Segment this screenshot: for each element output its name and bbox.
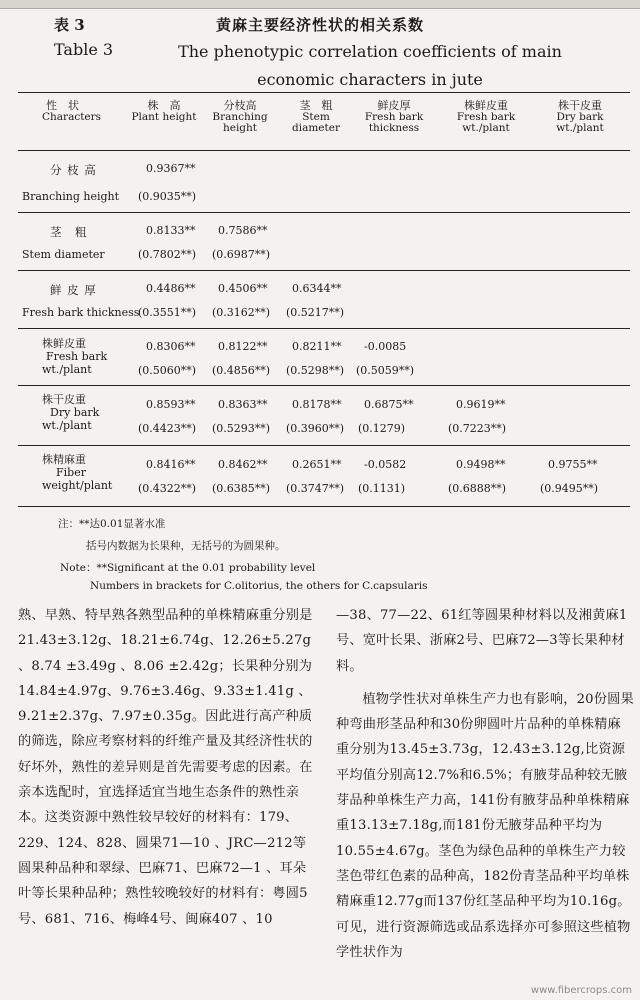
table-cell: (0.5060**): [138, 364, 197, 377]
table-cell: 0.8133**: [146, 224, 196, 237]
table-cell: (0.6385**): [212, 482, 271, 495]
table-cell: -0.0582: [364, 458, 407, 471]
row-label-en: weight/plant: [42, 479, 113, 492]
table-cell: (0.6987**): [212, 248, 271, 261]
table-cell: 0.6344**: [292, 282, 342, 295]
table-cell: (0.5293**): [212, 422, 271, 435]
table-cell: (0.1131): [358, 482, 406, 495]
watermark: www.fibercrops.com: [530, 985, 632, 996]
table-cell: (0.5059**): [356, 364, 415, 377]
row-separator: [18, 445, 630, 446]
table-cell: 0.8306**: [146, 340, 196, 353]
row-label-en: Stem diameter: [22, 248, 105, 261]
table-cell: (0.5217**): [286, 306, 345, 319]
body-paragraph: 熟、早熟、特早熟各熟型品种的单株精麻重分别是21.43±3.12g、18.21±6.74g、12.26±5.27g 、8.74 ±3.49g 、8.06 ±2.42g；长果种分别为14.84±4.97g、9.76±3.46g、9.33±1.41g 、9.21±2.37g、7.97±0.35g。因此进行高产种质的筛选，除应考察材料的纤维产量及其经济性状的好坏外，熟性的差异则是首先需要考虑的因素。在亲本选配时，宜选择适宜当地生态条件的熟性亲本。这类资源中熟性较早较好的材料有：179、229、124、828、圆果71—10 、JRC—212等圆果种品种和翠绿、巴麻71、巴麻72—1 、耳朵叶等长果种品种；熟性较晚较好的材料有：粤圆5号、681、716、梅峰4号、闽麻407 、10: [18, 608, 313, 927]
table-cell: (0.4856**): [212, 364, 271, 377]
body-column-left: [18, 603, 316, 932]
header-plant-height: 株 高 Plant height: [131, 99, 197, 123]
header-fresh-bark-wt: 株鲜皮重 Fresh bark wt./plant: [456, 99, 516, 134]
note-cn-2: 括号内数据为长果种，无括号的为圆果种。: [86, 540, 286, 552]
table-cell: -0.0085: [364, 340, 407, 353]
table-cell: 0.8593**: [146, 398, 196, 411]
table-cell: 0.8363**: [218, 398, 268, 411]
row-label-en: Fiber: [56, 466, 86, 479]
row-label-cn: 分 枝 高: [50, 163, 97, 177]
table-cell: (0.4423**): [138, 422, 197, 435]
table-cell: 0.8122**: [218, 340, 268, 353]
table-cell: 0.8462**: [218, 458, 268, 471]
table-cell: 0.9619**: [456, 398, 506, 411]
row-label-en: Fresh bark: [46, 350, 108, 363]
body-column-right: [336, 603, 634, 965]
page-header-strip: [0, 0, 640, 9]
row-separator: [18, 212, 630, 213]
table-cell: (0.9495**): [540, 482, 599, 495]
row-label-cn: 株精麻重: [42, 453, 86, 466]
row-label-en: wt./plant: [42, 419, 92, 432]
row-label-cn: 株鲜皮重: [42, 337, 86, 350]
table-cell: (0.9035**): [138, 190, 197, 203]
note-cn-1: 注：**达0.01显著水准: [58, 518, 166, 530]
table-cell: (0.7223**): [448, 422, 507, 435]
row-label-cn: 株干皮重: [42, 393, 86, 406]
table-cell: (0.7802**): [138, 248, 197, 261]
note-en-1: Note：**Significant at the 0.01 probability level: [60, 562, 316, 574]
row-separator: [18, 385, 630, 386]
row-label-cn: 茎 粗: [50, 225, 88, 239]
table-cell: 0.9755**: [548, 458, 598, 471]
row-label-en: Fresh bark thickness: [22, 306, 140, 319]
table-bottom-rule: [18, 506, 630, 507]
header-dry-bark-wt: 株干皮重 Dry bark wt./plant: [556, 99, 604, 134]
table-cell: (0.3960**): [286, 422, 345, 435]
row-label-en: wt./plant: [42, 363, 92, 376]
table-cell: 0.8178**: [292, 398, 342, 411]
row-separator: [18, 270, 630, 271]
table-title-en: The phenotypic correlation coefficients of main economic characters in jute: [178, 42, 562, 89]
table-cell: 0.7586**: [218, 224, 268, 237]
table-title-cn: 黄麻主要经济性状的相关系数: [215, 16, 424, 34]
table-cell: 0.6875**: [364, 398, 414, 411]
body-paragraph: 植物学性状对单株生产力也有影响，20份圆果种弯曲形茎品种和30份卵圆叶片品种的单株精麻重分别为13.45±3.73g，12.43±3.12g,比资源平均值分别高12.7%和6.5%；有腋芽品种较无腋芽品种单株生产力高，141份有腋芽品种单株精麻重13.13±7.18g,而181份无腋芽品种平均为10.55±4.67g。茎色为绿色品种的单株生产力较茎色带红色素的品种高，182份青茎品种平均单株精麻重12.77g而137份红茎品种平均为10.16g。可见，进行资源筛选或品系选择亦可参照这些植物学性状作为: [336, 691, 634, 960]
row-label-cn: 鲜 皮 厚: [50, 283, 97, 297]
table-cell: (0.1279): [358, 422, 406, 435]
header-bottom-rule: [18, 150, 630, 151]
body-paragraph: —38、77—22、61红等圆果种材料以及湘黄麻1号、宽叶长果、浙麻2号、巴麻72—3等长果种材料。: [336, 608, 628, 674]
table-cell: (0.3747**): [286, 482, 345, 495]
table-cell: (0.5298**): [286, 364, 345, 377]
header-characters: 性 状 Characters: [42, 99, 102, 123]
table-cell: (0.3551**): [138, 306, 197, 319]
table-cell: 0.8416**: [146, 458, 196, 471]
table-cell: 0.8211**: [292, 340, 342, 353]
table-top-rule: [18, 92, 630, 93]
table-cell: 0.2651**: [292, 458, 342, 471]
table-cell: 0.9367**: [146, 162, 196, 175]
row-separator: [18, 328, 630, 329]
table-cell: (0.6888**): [448, 482, 507, 495]
table-cell: 0.9498**: [456, 458, 506, 471]
note-en-2: Numbers in brackets for C.olitorius, the others for C.capsularis: [90, 580, 428, 592]
table-cell: (0.4322**): [138, 482, 197, 495]
header-fresh-bark-thickness: 鲜皮厚 Fresh bark thickness: [364, 99, 424, 134]
table-cell: 0.4506**: [218, 282, 268, 295]
table-cell: 0.4486**: [146, 282, 196, 295]
table-label-en: Table 3: [54, 40, 114, 59]
header-branching-height: 分枝高 Branching height: [212, 99, 268, 134]
row-label-en: Branching height: [22, 190, 120, 203]
table-label-cn: 表 3: [54, 16, 85, 34]
table-cell: (0.3162**): [212, 306, 271, 319]
header-stem-diameter: 茎 粗 Stem diameter: [292, 99, 340, 134]
row-label-en: Dry bark: [50, 406, 100, 419]
